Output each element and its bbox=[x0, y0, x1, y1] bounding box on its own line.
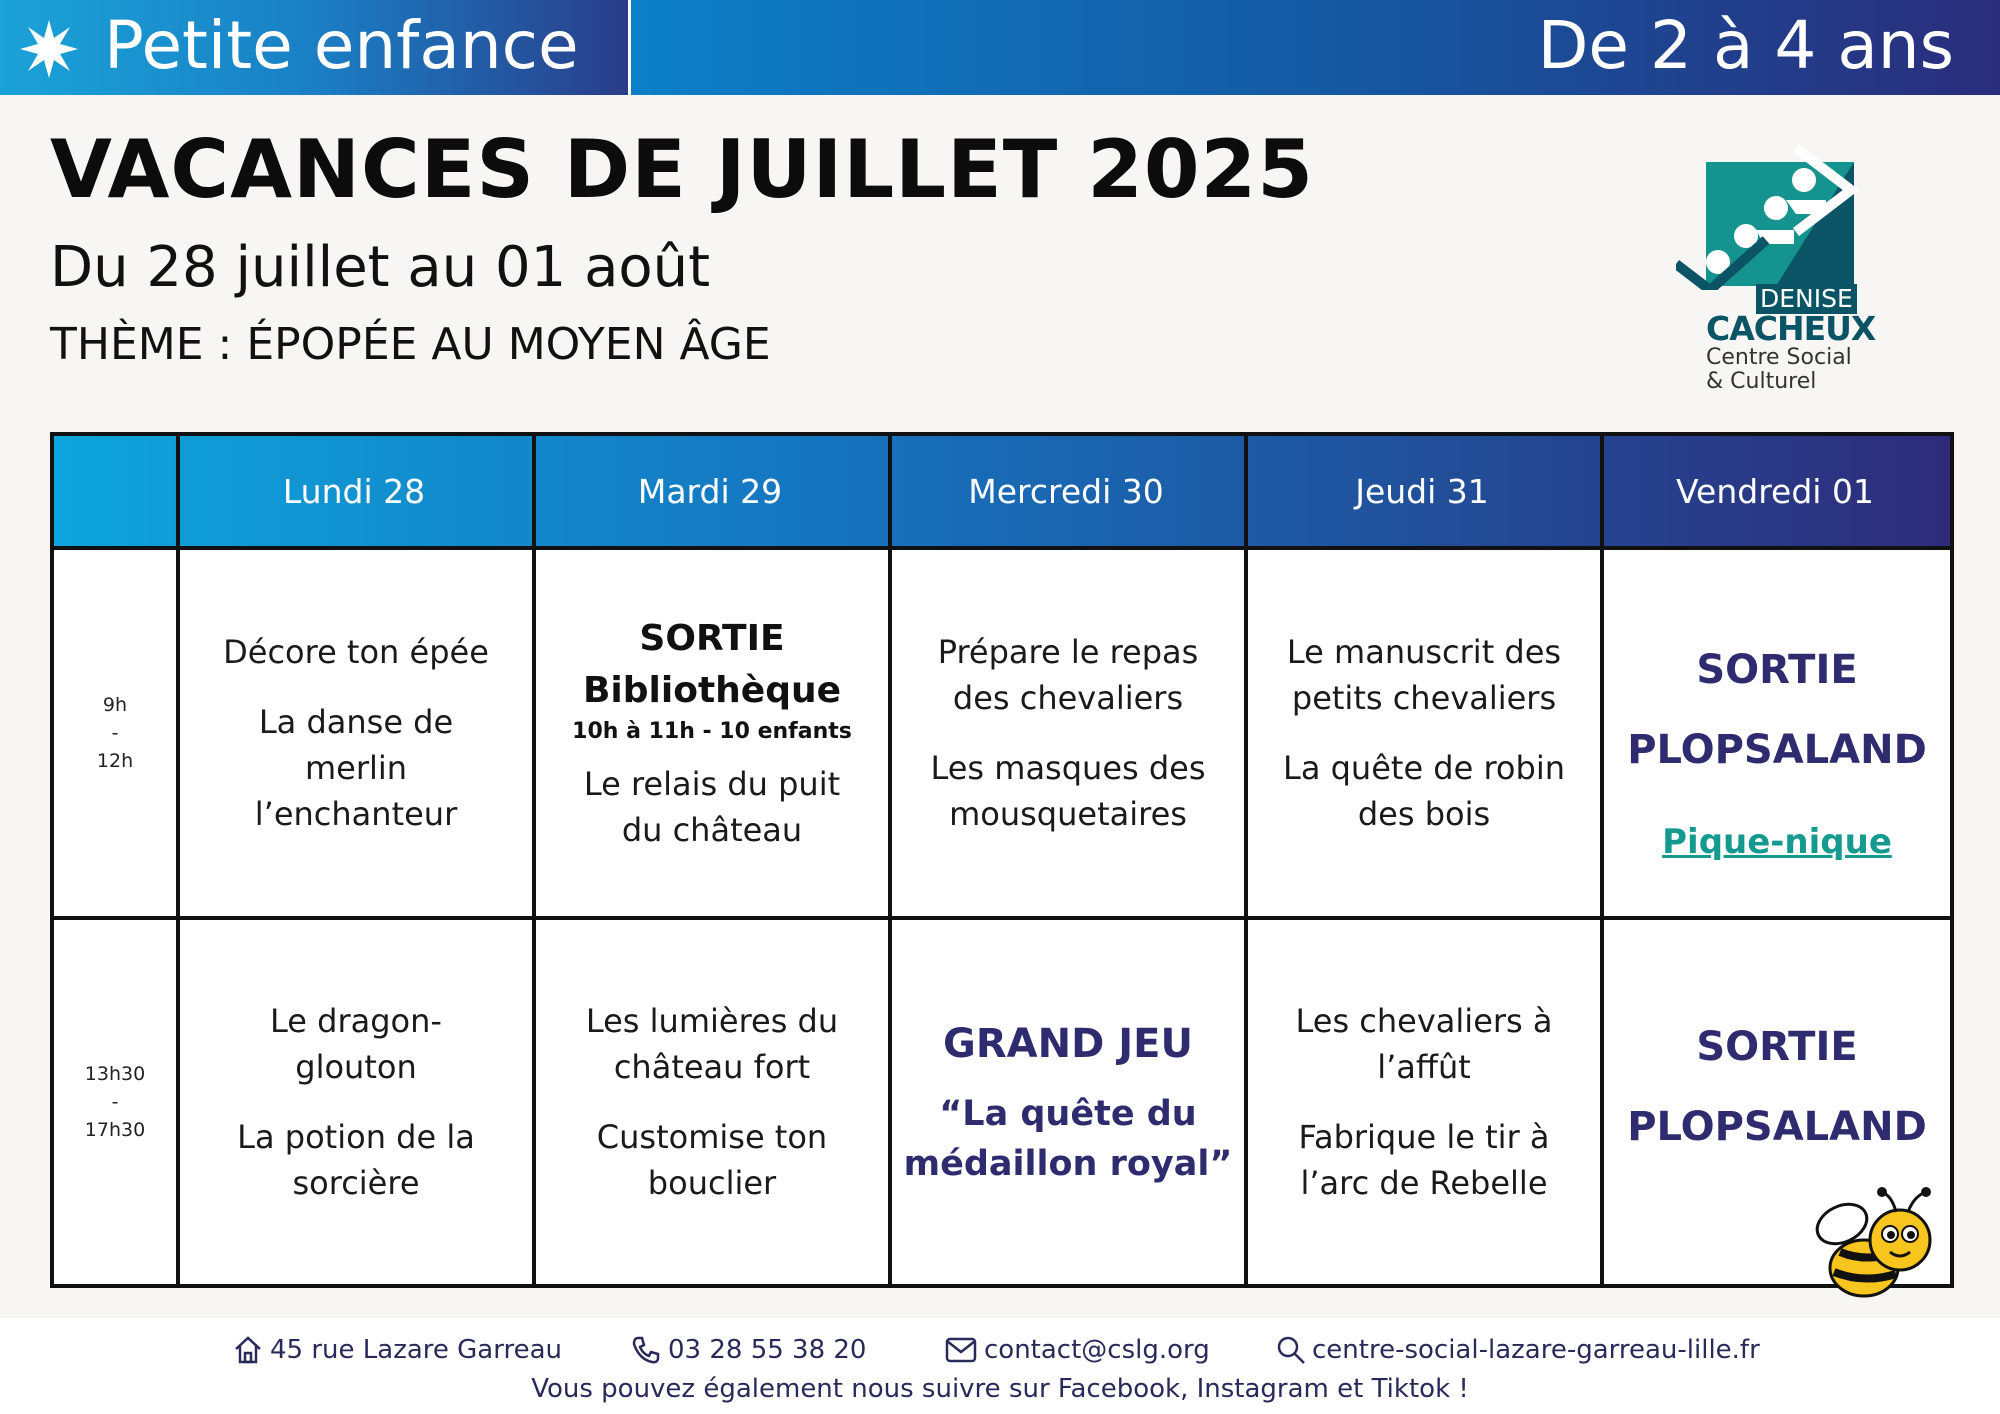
activity-text: l’enchanteur bbox=[254, 795, 458, 833]
activity-monday-afternoon bbox=[180, 920, 532, 1284]
search-icon bbox=[1276, 1335, 1306, 1365]
header-day-thursday: Jeudi 31 bbox=[1355, 471, 1489, 511]
activity-text: Prépare le repas bbox=[937, 633, 1199, 671]
morning-time-slot bbox=[54, 550, 176, 916]
phone-text: 03 28 55 38 20 bbox=[668, 1335, 867, 1365]
big-game-title: GRAND JEU bbox=[943, 1021, 1193, 1067]
activity-text: La potion de la bbox=[237, 1118, 475, 1156]
footer-address bbox=[232, 1332, 562, 1368]
schedule-table bbox=[50, 432, 1954, 1288]
footer-website[interactable] bbox=[1276, 1332, 1760, 1368]
activity-text: mousquetaires bbox=[949, 795, 1187, 833]
activity-text: bouclier bbox=[647, 1164, 777, 1202]
activity-text: Le manuscrit des bbox=[1286, 633, 1562, 671]
activity-text: glouton bbox=[295, 1048, 417, 1086]
logo-text-cacheux: CACHEUX bbox=[1706, 309, 1876, 348]
time-separator: - bbox=[111, 722, 119, 744]
logo-mark-icon bbox=[1676, 140, 1866, 290]
activity-text: Customise ton bbox=[596, 1118, 828, 1156]
outing-title: SORTIE bbox=[1696, 647, 1858, 693]
footer-phone[interactable] bbox=[630, 1332, 866, 1368]
footer-email[interactable] bbox=[944, 1332, 1210, 1368]
page-title: VACANCES DE JUILLET 2025 bbox=[50, 123, 1314, 216]
time-start: 9h bbox=[102, 694, 128, 716]
email-text: contact@cslg.org bbox=[984, 1335, 1210, 1365]
outing-title: SORTIE bbox=[1696, 1024, 1858, 1070]
logo-text-denise: DENISE bbox=[1756, 284, 1857, 314]
bee-icon bbox=[1804, 1182, 1944, 1302]
activity-text: des bois bbox=[1357, 795, 1491, 833]
activity-wednesday-morning bbox=[892, 550, 1244, 916]
header-day-tuesday: Mardi 29 bbox=[637, 471, 783, 511]
star-burst-icon bbox=[18, 18, 80, 80]
activity-thursday-morning bbox=[1248, 550, 1600, 916]
activity-text: La danse de bbox=[258, 703, 454, 741]
header-banner bbox=[0, 0, 2000, 95]
outing-place: PLOPSALAND bbox=[1627, 727, 1927, 773]
activity-text: du château bbox=[621, 811, 803, 849]
category-banner bbox=[0, 0, 631, 95]
activity-text: des chevaliers bbox=[952, 679, 1184, 717]
activity-thursday-afternoon bbox=[1248, 920, 1600, 1284]
mail-icon bbox=[944, 1335, 978, 1365]
date-range: Du 28 juillet au 01 août bbox=[50, 235, 711, 300]
activity-text: l’arc de Rebelle bbox=[1300, 1164, 1548, 1202]
activity-monday-morning bbox=[180, 550, 532, 916]
header-day-wednesday: Mercredi 30 bbox=[968, 471, 1164, 511]
centre-logo bbox=[1676, 140, 1876, 400]
activity-tuesday-afternoon bbox=[536, 920, 888, 1284]
header-day-monday: Lundi 28 bbox=[282, 471, 426, 511]
activity-text: sorcière bbox=[292, 1164, 420, 1202]
activity-friday-morning bbox=[1604, 550, 1950, 916]
website-text: centre-social-lazare-garreau-lille.fr bbox=[1312, 1335, 1760, 1365]
outing-place: PLOPSALAND bbox=[1627, 1104, 1927, 1150]
activity-tuesday-morning bbox=[536, 550, 888, 916]
footer bbox=[0, 1318, 2000, 1414]
activity-text: château fort bbox=[613, 1048, 811, 1086]
time-end: 17h30 bbox=[84, 1119, 146, 1141]
activity-text: Le relais du puit bbox=[583, 765, 841, 803]
activity-text: Les chevaliers à bbox=[1295, 1002, 1553, 1040]
activity-text: Décore ton épée bbox=[223, 633, 489, 671]
activity-text: l’affût bbox=[1377, 1048, 1471, 1086]
activity-text: Les masques des bbox=[930, 749, 1206, 787]
time-separator: - bbox=[111, 1091, 119, 1113]
social-note: Vous pouvez également nous suivre sur Facebook, Instagram et Tiktok ! bbox=[531, 1374, 1469, 1404]
time-end: 12h bbox=[96, 750, 134, 772]
picnic-link[interactable]: Pique-nique bbox=[1662, 822, 1892, 862]
outing-place: Bibliothèque bbox=[582, 670, 842, 711]
header-time-cell bbox=[54, 436, 176, 546]
address-text: 45 rue Lazare Garreau bbox=[270, 1335, 562, 1365]
outing-title: SORTIE bbox=[639, 618, 785, 659]
category-title: Petite enfance bbox=[104, 7, 579, 84]
home-icon bbox=[232, 1334, 264, 1366]
activity-text: La quête de robin bbox=[1283, 749, 1565, 787]
activity-text: Fabrique le tir à bbox=[1298, 1118, 1550, 1156]
big-game-name: médaillon royal” bbox=[903, 1144, 1233, 1184]
header-day-friday: Vendredi 01 bbox=[1676, 471, 1874, 511]
logo-text-culturel: & Culturel bbox=[1706, 369, 1817, 394]
activity-text: merlin bbox=[304, 749, 408, 787]
activity-text: Le dragon- bbox=[270, 1002, 442, 1040]
activity-text: Les lumières du bbox=[585, 1002, 839, 1040]
phone-icon bbox=[630, 1334, 662, 1366]
age-range: De 2 à 4 ans bbox=[1537, 7, 1954, 84]
outing-note: 10h à 11h - 10 enfants bbox=[572, 719, 852, 744]
big-game-name: “La quête du bbox=[939, 1094, 1197, 1134]
time-start: 13h30 bbox=[84, 1063, 146, 1085]
activity-text: petits chevaliers bbox=[1291, 679, 1557, 717]
activity-wednesday-afternoon bbox=[892, 920, 1244, 1284]
logo-text-centre: Centre Social bbox=[1706, 345, 1852, 370]
theme-label: THÈME : ÉPOPÉE AU MOYEN ÂGE bbox=[50, 319, 771, 370]
afternoon-time-slot bbox=[54, 920, 176, 1284]
